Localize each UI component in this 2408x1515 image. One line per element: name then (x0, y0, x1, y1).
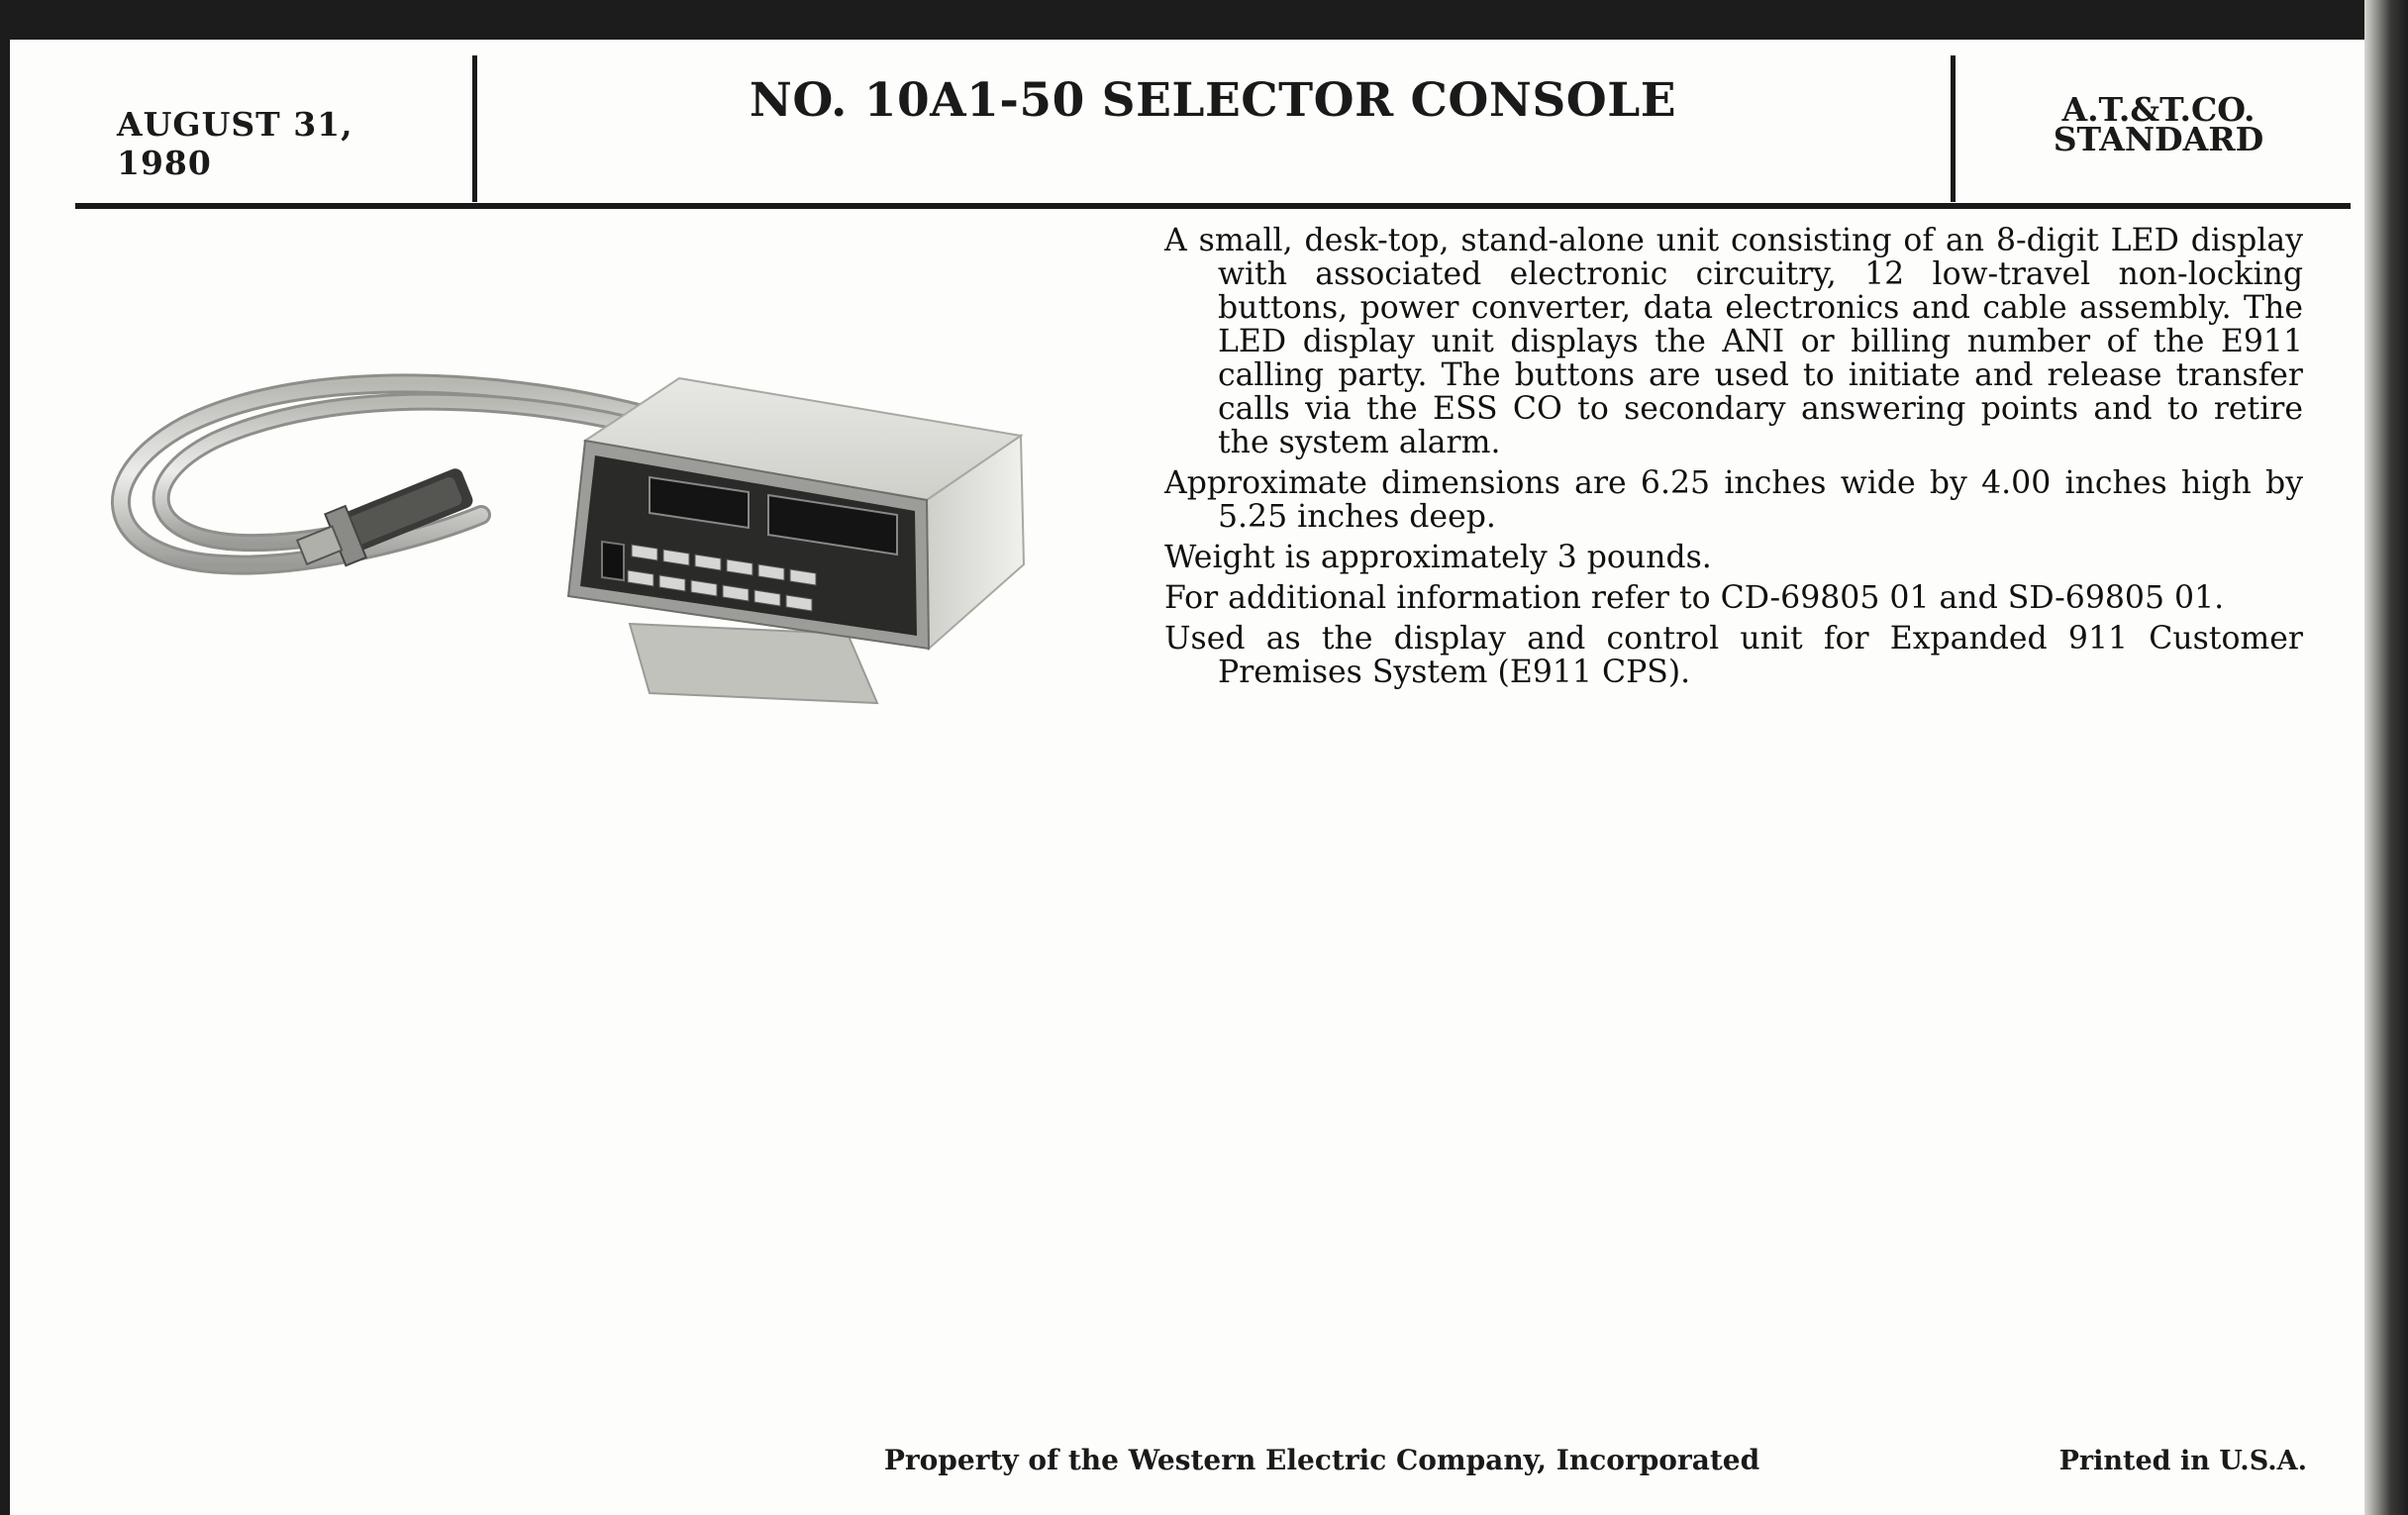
footer-printed-notice: Printed in U.S.A. (2058, 1446, 2307, 1476)
description-paragraph: A small, desk-top, stand-alone unit consisting of an 8-digit LED display with associated electronic circuitry, 12 low-travel non-locking buttons, power converter, data electronics and cable assembly. The LED display unit displays the ANI or billing number of the E911 calling party. The buttons are used to initiate and release transfer calls via the ESS CO to secondary answering points and to retire the system alarm. (1164, 223, 2303, 460)
usage-paragraph: Used as the display and control unit for Expanded 911 Customer Premises System (E911 CPS). (1164, 621, 2303, 690)
standard-label-line2: STANDARD (2053, 120, 2264, 158)
page-title: NO. 10A1-50 SELECTOR CONSOLE (749, 73, 1677, 128)
page-edge-shadow (2364, 0, 2408, 1515)
header-divider-left (472, 55, 477, 202)
description-text (1164, 224, 2303, 696)
standard-label-line1: A.T.&T.CO. (2061, 90, 2256, 129)
dimensions-paragraph: Approximate dimensions are 6.25 inches wide by 4.00 inches high by 5.25 inches deep. (1164, 465, 2303, 535)
reference-paragraph: For additional information refer to CD-69805 01 and SD-69805 01. (1164, 580, 2225, 616)
weight-paragraph: Weight is approximately 3 pounds. (1164, 540, 1712, 575)
header-divider-right (1951, 55, 1956, 202)
selector-console-photo (95, 366, 1046, 733)
header-rule (75, 203, 2351, 209)
standard-label (1970, 90, 2347, 158)
header-date: AUGUST 31, 1980 (117, 105, 353, 182)
footer-property-notice: Property of the Western Electric Company, Incorporated (883, 1444, 1760, 1476)
